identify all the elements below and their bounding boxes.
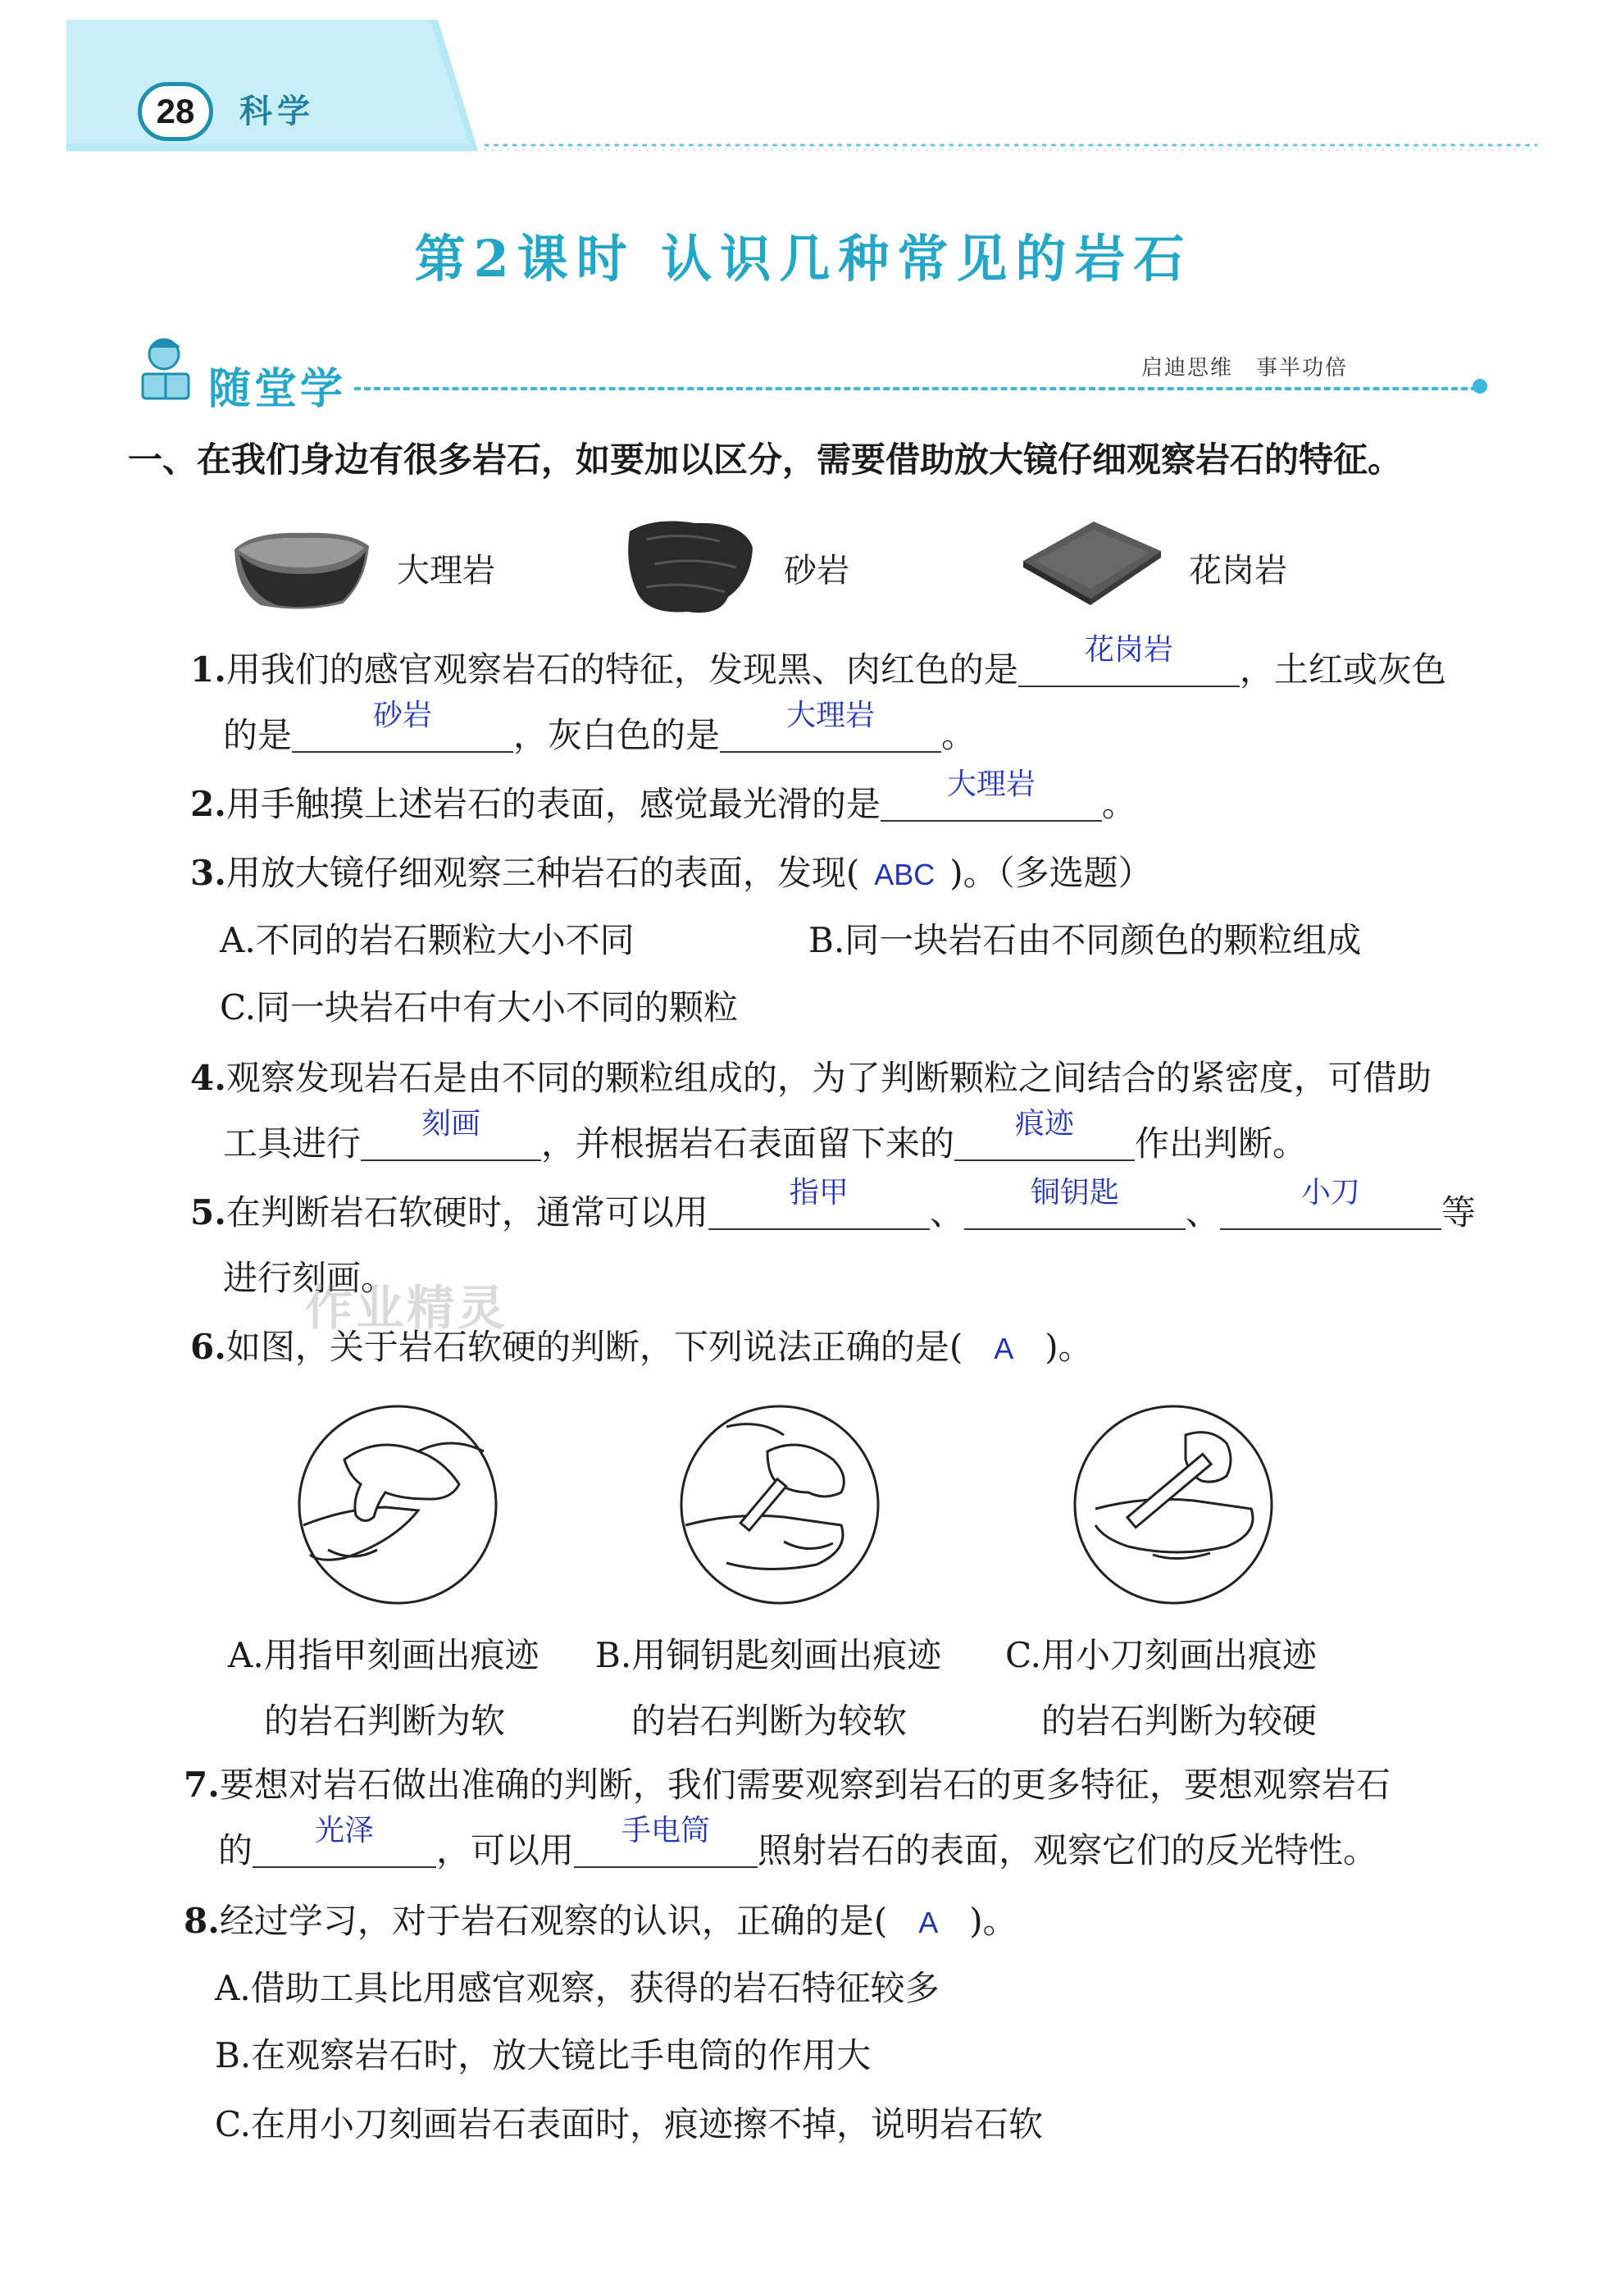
handwritten-answer: 刻画 (421, 1106, 481, 1140)
handwritten-answer: 小刀 (1300, 1175, 1360, 1209)
section-motto: 启迪思维 事半功倍 (1141, 356, 1349, 380)
question-2 (190, 767, 1136, 824)
question-text: 观察发现岩石是由不同的颗粒组成的，为了判断颗粒之间结合的紧密度，可借助 (225, 1058, 1432, 1098)
question-text: )。 (1045, 1327, 1093, 1367)
rock-label-granite: 花岗岩 (1189, 552, 1287, 590)
answer-blank (720, 698, 941, 753)
question-8-option-c: C.在用小刀刻画岩石表面时，痕迹擦不掉，说明岩石软 (215, 2104, 1043, 2144)
question-text: 的是 (223, 715, 293, 755)
figure-caption-a-line-2: 的岩石判断为软 (264, 1701, 506, 1741)
question-number: 3. (190, 853, 226, 893)
question-number: 6. (190, 1327, 226, 1367)
question-1-line-2 (223, 698, 976, 755)
answer-blank (292, 698, 513, 753)
handwritten-answer: A (918, 1906, 939, 1939)
question-text: 。 (1101, 784, 1136, 824)
answer-blank (1220, 1175, 1441, 1230)
answer-blank (253, 1813, 436, 1868)
separator: 、 (1185, 1192, 1220, 1232)
rock-label-marble: 大理岩 (397, 552, 495, 590)
knife-scratch-figure (1071, 1402, 1276, 1607)
question-text: 工具进行 (223, 1123, 362, 1164)
question-text: 用手触摸上述岩石的表面，感觉最光滑的是 (225, 784, 881, 824)
question-6 (190, 1327, 1093, 1367)
part-one-heading: 一、在我们身边有很多岩石，如要加以区分，需要借助放大镜仔细观察岩石的特征。 (128, 440, 1403, 480)
question-3-option-b: B.同一块岩石由不同颜色的颗粒组成 (808, 920, 1362, 960)
question-number: 1. (190, 649, 226, 690)
answer-blank (1018, 632, 1240, 687)
handwritten-answer: 痕迹 (1015, 1106, 1075, 1140)
handwritten-answer: 砂岩 (373, 698, 433, 731)
question-text: 作出判断。 (1135, 1123, 1308, 1164)
question-8 (184, 1901, 1017, 1941)
section-divider (354, 387, 1477, 390)
section-title: 随堂学 (208, 364, 347, 414)
handwritten-answer: ABC (874, 858, 936, 891)
question-number: 2. (190, 784, 226, 824)
question-text: ，可以用 (436, 1830, 575, 1870)
handwritten-answer: 花岗岩 (1084, 632, 1173, 666)
section-divider-dot (1473, 379, 1487, 394)
question-text: 。 (941, 715, 976, 755)
handwritten-answer: 指甲 (789, 1175, 849, 1209)
question-text: 等 (1441, 1192, 1476, 1232)
question-text: )。 (969, 1901, 1017, 1941)
rock-label-sandstone: 砂岩 (784, 552, 849, 590)
question-number: 5. (190, 1192, 226, 1232)
question-8-option-a: A.借助工具比用感官观察，获得的岩石特征较多 (215, 1968, 940, 2008)
watermark: 作业精灵 (305, 1282, 509, 1335)
question-3 (190, 853, 1153, 893)
subject-label: 科学 (239, 92, 315, 130)
question-text: ，灰白色的是 (513, 715, 721, 755)
handwritten-answer: 手电筒 (621, 1813, 711, 1847)
copper-key-scratch-figure (677, 1402, 882, 1607)
answer-blank (574, 1813, 758, 1868)
question-text: 在判断岩石软硬时，通常可以用 (225, 1192, 708, 1232)
question-7-line-1 (184, 1765, 1391, 1805)
question-text: 的 (218, 1830, 253, 1870)
figure-caption-c-line-1: C.用小刀刻画出痕迹 (1005, 1635, 1317, 1675)
figure-caption-b-line-2: 的岩石判断为较软 (631, 1701, 908, 1741)
question-3-option-c: C.同一块岩石中有大小不同的颗粒 (220, 987, 738, 1027)
answer-blank (964, 1175, 1186, 1230)
answer-blank (954, 1106, 1135, 1161)
question-5-line-2: 进行刻画。 (223, 1258, 396, 1298)
question-text: ，并根据岩石表面留下来的 (541, 1123, 955, 1164)
question-text: 要想对岩石做出准确的判断，我们需要观察到岩石的更多特征，要想观察岩石 (219, 1765, 1391, 1805)
lesson-title: 第2课时 认识几种常见的岩石 (414, 229, 1193, 289)
answer-blank (708, 1175, 930, 1230)
question-text: )。（多选题） (949, 853, 1153, 893)
question-text: 如图，关于岩石软硬的判断，下列说法正确的是( (225, 1327, 963, 1367)
question-number: 4. (190, 1058, 226, 1098)
handwritten-answer: 大理岩 (786, 698, 876, 731)
granite-rock-icon (1020, 518, 1164, 608)
question-number: 8. (184, 1901, 220, 1941)
figure-caption-c-line-2: 的岩石判断为较硬 (1041, 1701, 1318, 1741)
figure-caption-b-line-1: B.用铜钥匙刻画出痕迹 (595, 1635, 942, 1675)
question-text: 用我们的感官观察岩石的特征，发现黑、肉红色的是 (225, 649, 1018, 690)
separator: 、 (929, 1192, 964, 1232)
question-1-line-1 (190, 632, 1446, 690)
answer-blank (881, 767, 1102, 822)
fingernail-scratch-figure (295, 1402, 500, 1607)
question-5-line-1 (190, 1175, 1476, 1232)
handwritten-answer: 大理岩 (946, 767, 1036, 800)
handwritten-answer: 光泽 (315, 1813, 375, 1847)
question-text: ，土红或灰色 (1239, 649, 1446, 690)
question-text: 用放大镜仔细观察三种岩石的表面，发现( (225, 853, 860, 893)
question-8-option-b: B.在观察岩石时，放大镜比手电筒的作用大 (215, 2035, 872, 2075)
question-4-line-2 (223, 1106, 1308, 1164)
answer-blank (361, 1106, 541, 1161)
question-7-line-2 (218, 1813, 1378, 1870)
sandstone-rock-icon (621, 515, 758, 620)
figure-caption-a-line-1: A.用指甲刻画出痕迹 (228, 1635, 539, 1675)
page-number: 28 (156, 92, 195, 130)
question-text: 照射岩石的表面，观察它们的反光特性。 (758, 1830, 1378, 1870)
question-text: 经过学习，对于岩石观察的认识，正确的是( (219, 1901, 888, 1941)
question-4-line-1 (190, 1058, 1432, 1098)
student-reading-icon (131, 331, 205, 405)
marble-rock-icon (228, 525, 374, 615)
question-3-option-a: A.不同的岩石颗粒大小不同 (220, 920, 635, 960)
handwritten-answer: A (994, 1332, 1014, 1365)
question-number: 7. (184, 1765, 220, 1805)
page-number-badge (138, 82, 213, 141)
handwritten-answer: 铜钥匙 (1030, 1175, 1119, 1209)
